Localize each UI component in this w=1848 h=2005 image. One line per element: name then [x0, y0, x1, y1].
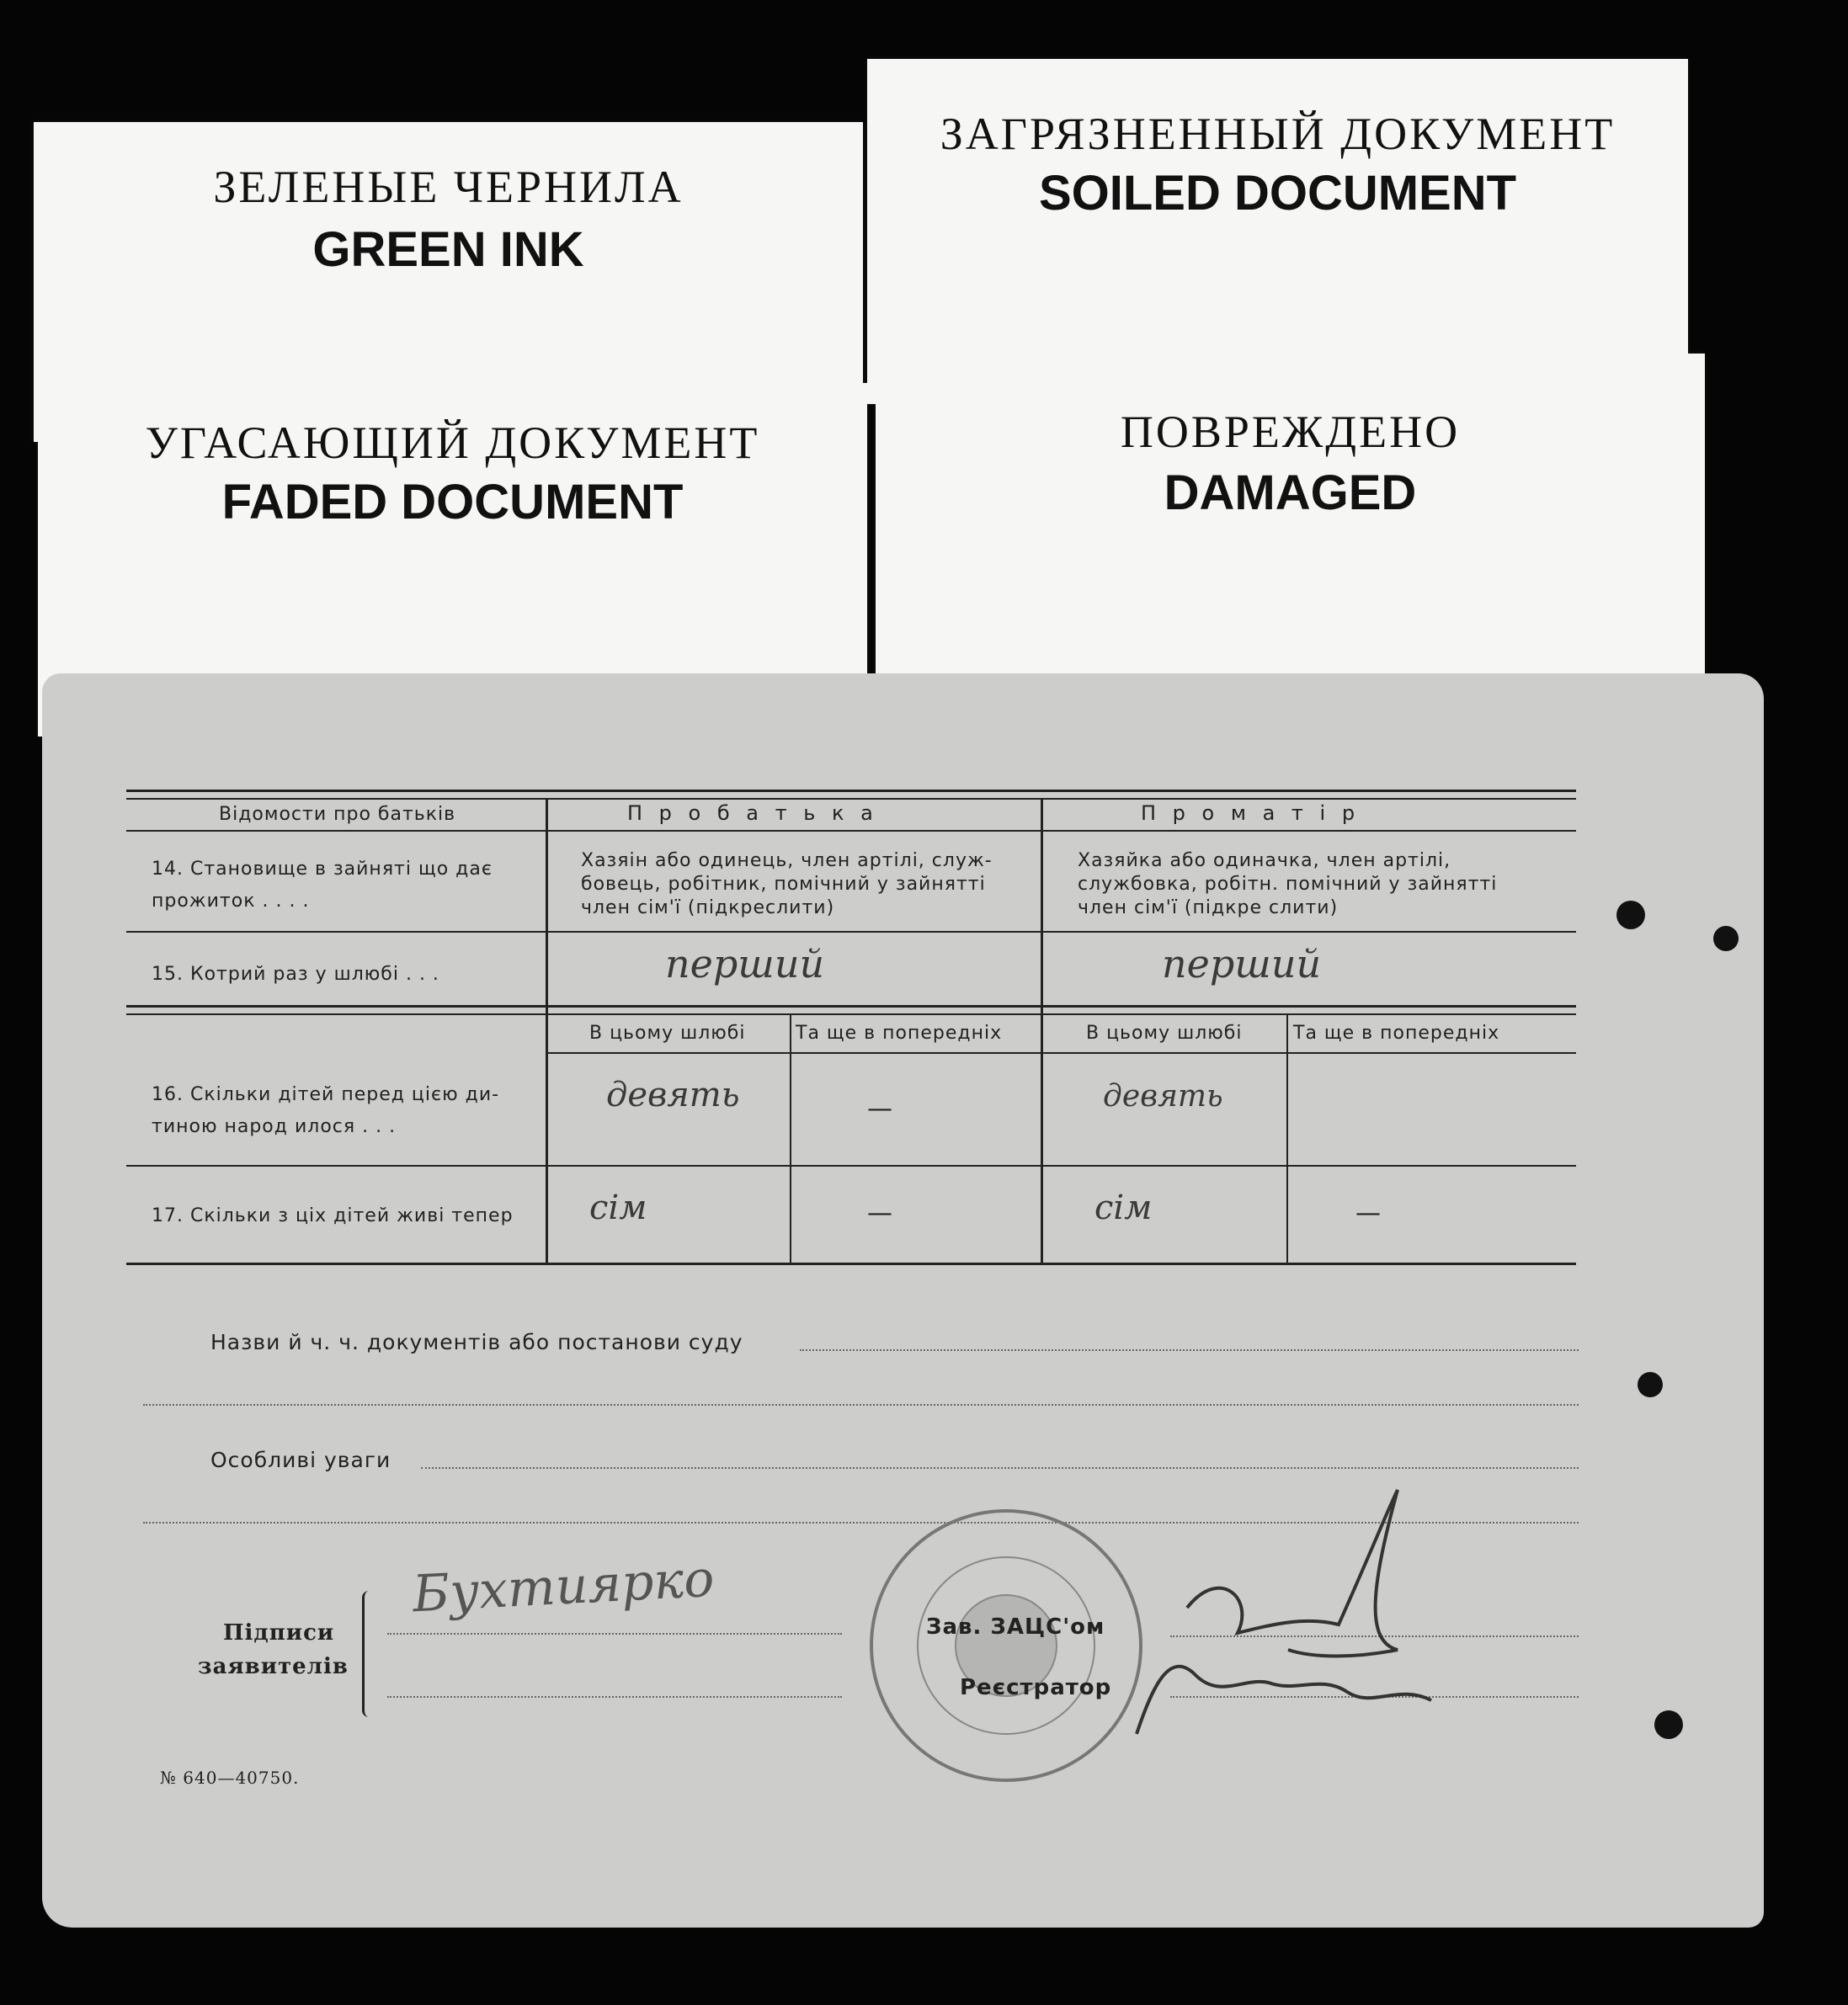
row16-mother-value: девять: [1103, 1079, 1223, 1114]
row16-label-1: 16. Скільки дітей перед цією ди-: [152, 1084, 500, 1105]
row16-father-prev-dash: —: [867, 1094, 893, 1124]
row14-father-2: бовець, робітник, помічний у зайнятті: [581, 874, 986, 895]
damaged-en: DAMAGED: [1164, 465, 1417, 520]
header-mother: П р о м а т і р: [1141, 801, 1361, 825]
row14-father-3: член сім'ї (підкреслити): [581, 897, 835, 918]
subheader-mother-current: В цьому шлюбі: [1086, 1023, 1243, 1044]
row14-mother-1: Хазяйка або одиначка, член артілі,: [1078, 850, 1451, 871]
header-parents-info: Відомости про батьків: [219, 804, 456, 825]
row14-father-1: Хазяін або одинець, член артілі, служ-: [581, 850, 993, 871]
signatures-label-1: Підписи: [223, 1620, 335, 1646]
official-signature: [1120, 1481, 1473, 1751]
applicant-signature: Бухтиярко: [411, 1549, 716, 1625]
documents-label: Назви й ч. ч. документів або постанови суду: [210, 1330, 743, 1354]
row14-mother-3: член сім'ї (підкре слити): [1078, 897, 1339, 918]
row17-mother-value: сім: [1094, 1189, 1153, 1227]
damaged-ru: ПОВРЕЖДЕНО: [1120, 407, 1461, 457]
subheader-father-previous: Та ще в попередніх: [796, 1023, 1003, 1044]
row15-father-value: перший: [665, 941, 825, 987]
registrar-label: Реєстратор: [960, 1675, 1112, 1700]
row14-label-2: прожиток . . . .: [152, 891, 310, 912]
header-father: П р о б а т ь к а: [627, 801, 878, 825]
row16-father-value: девять: [606, 1076, 740, 1114]
faded-ru: УГАСАЮЩИЙ ДОКУМЕНТ: [145, 417, 760, 468]
row17-mother-prev-dash: —: [1355, 1199, 1382, 1228]
signatures-label-2: заявителів: [198, 1654, 349, 1679]
row17-father-prev-dash: —: [867, 1199, 893, 1228]
faded-en: FADED DOCUMENT: [221, 475, 684, 529]
green-ink-ru: ЗЕЛЕНЫЕ ЧЕРНИЛА: [213, 162, 684, 212]
head-zags-label: Зав. ЗАЦС'ом: [926, 1614, 1105, 1640]
subheader-father-current: В цьому шлюбі: [589, 1023, 746, 1044]
row15-mother-value: перший: [1162, 941, 1322, 987]
row17-father-value: сім: [589, 1189, 647, 1227]
remarks-label: Особливі уваги: [210, 1448, 391, 1472]
official-stamp: [863, 1502, 1149, 1789]
row14-mother-2: службовка, робітн. помічний у зайнятті: [1078, 874, 1498, 895]
green-ink-en: GREEN INK: [312, 222, 584, 277]
row15-label: 15. Котрий раз у шлюбі . . .: [152, 964, 439, 985]
row16-label-2: тиною народ илося . . .: [152, 1116, 397, 1137]
form-number: № 640—40750.: [160, 1768, 300, 1788]
row14-label-1: 14. Становище в зайняті що дає: [152, 859, 493, 880]
soiled-en: SOILED DOCUMENT: [1038, 166, 1517, 221]
damaged-card: [876, 354, 1705, 715]
soiled-document-card: [867, 59, 1688, 404]
subheader-mother-previous: Та ще в попередніх: [1293, 1023, 1500, 1044]
soiled-ru: ЗАГРЯЗНЕННЫЙ ДОКУМЕНТ: [940, 109, 1616, 159]
registry-form-page: [42, 673, 1764, 1928]
row17-label: 17. Скільки з ціх дітей живі тепер: [152, 1205, 514, 1226]
